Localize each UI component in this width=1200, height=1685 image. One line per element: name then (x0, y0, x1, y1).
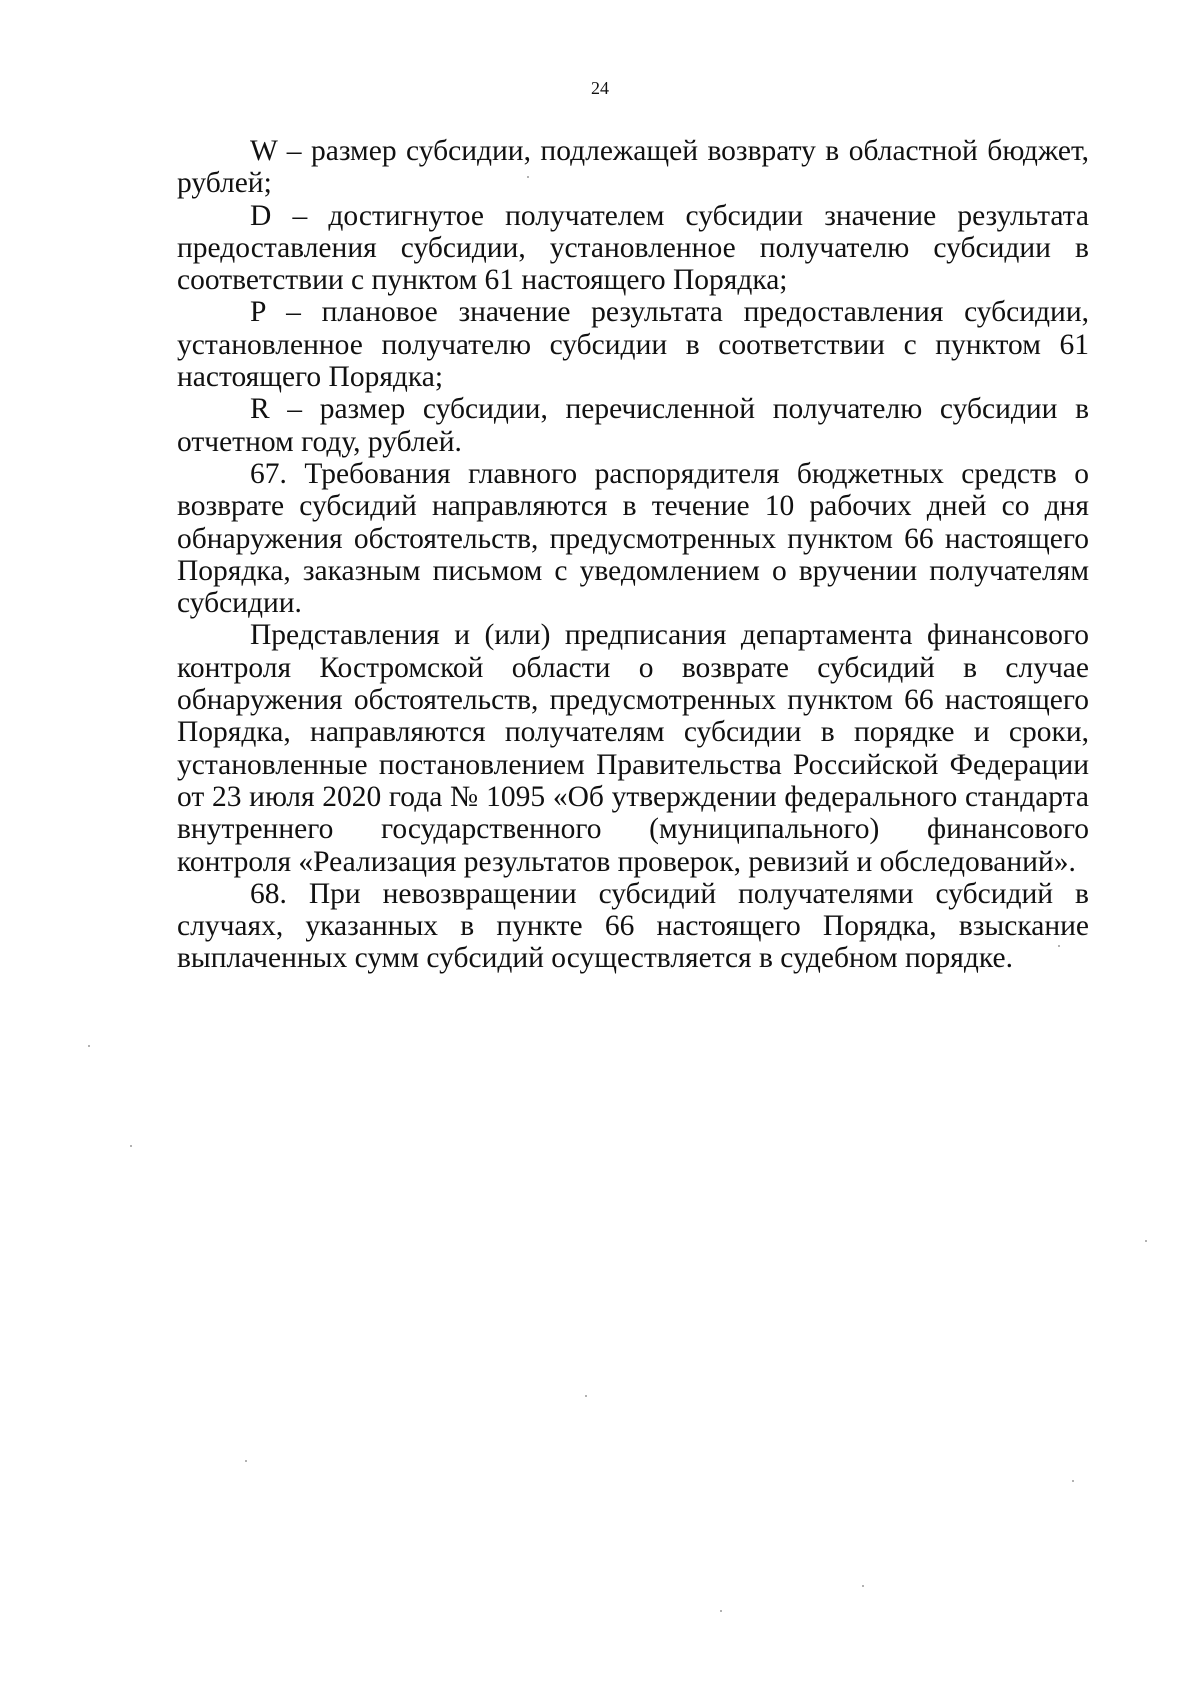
scan-speck (1072, 1480, 1074, 1482)
scan-speck (527, 176, 529, 178)
paragraph-68: 68. При невозвращении субсидий получателями субсидий в случаях, указанных в пункте 66 настоящего Порядка, взыскание выплаченных сумм субсидий осуществляется в судебном порядке. (177, 877, 1089, 975)
scan-speck (1058, 945, 1060, 947)
document-body (177, 135, 1089, 975)
paragraph-67: 67. Требования главного распорядителя бюджетных средств о возврате субсидий направляются в течение 10 рабочих дней со дня обнаружения обстоятельств, предусмотренных пунктом 66 настоящего Порядка, заказным письмом с уведомлением о вручении получателям субсидии. (177, 457, 1089, 620)
scan-speck (130, 1145, 132, 1147)
paragraph-w-definition: W – размер субсидии, подлежащей возврату в областной бюджет, рублей; (177, 135, 1089, 200)
paragraph-67-representations: Представления и (или) предписания департамента финансового контроля Костромской области о возврате субсидий в случае обнаружения обстоятельств, предусмотренных пунктом 66 настоящего Порядка, направляются получателям субсидии в порядке и сроки, установленные постановлением Правительства Российской Федерации от 23 июля 2020 года № 1095 «Об утверждении федерального стандарта внутреннего государственного (муниципального) финансового контроля «Реализация результатов проверок, ревизий и обследований». (177, 619, 1089, 878)
scan-speck (862, 1585, 864, 1587)
scan-speck (720, 1610, 722, 1612)
page-number: 24 (591, 78, 609, 98)
scan-speck (88, 1045, 90, 1047)
paragraph-p-definition: P – плановое значение результата предоставления субсидии, установленное получателю субсидии в соответствии с пунктом 61 настоящего Порядка; (177, 296, 1089, 394)
scan-speck (245, 1460, 247, 1462)
paragraph-d-definition: D – достигнутое получателем субсидии значение результата предоставления субсидии, установленное получателю субсидии в соответствии с пунктом 61 настоящего Порядка; (177, 199, 1089, 297)
scan-speck (1145, 1240, 1147, 1242)
scan-speck (585, 1395, 587, 1397)
paragraph-r-definition: R – размер субсидии, перечисленной получателю субсидии в отчетном году, рублей. (177, 393, 1089, 458)
